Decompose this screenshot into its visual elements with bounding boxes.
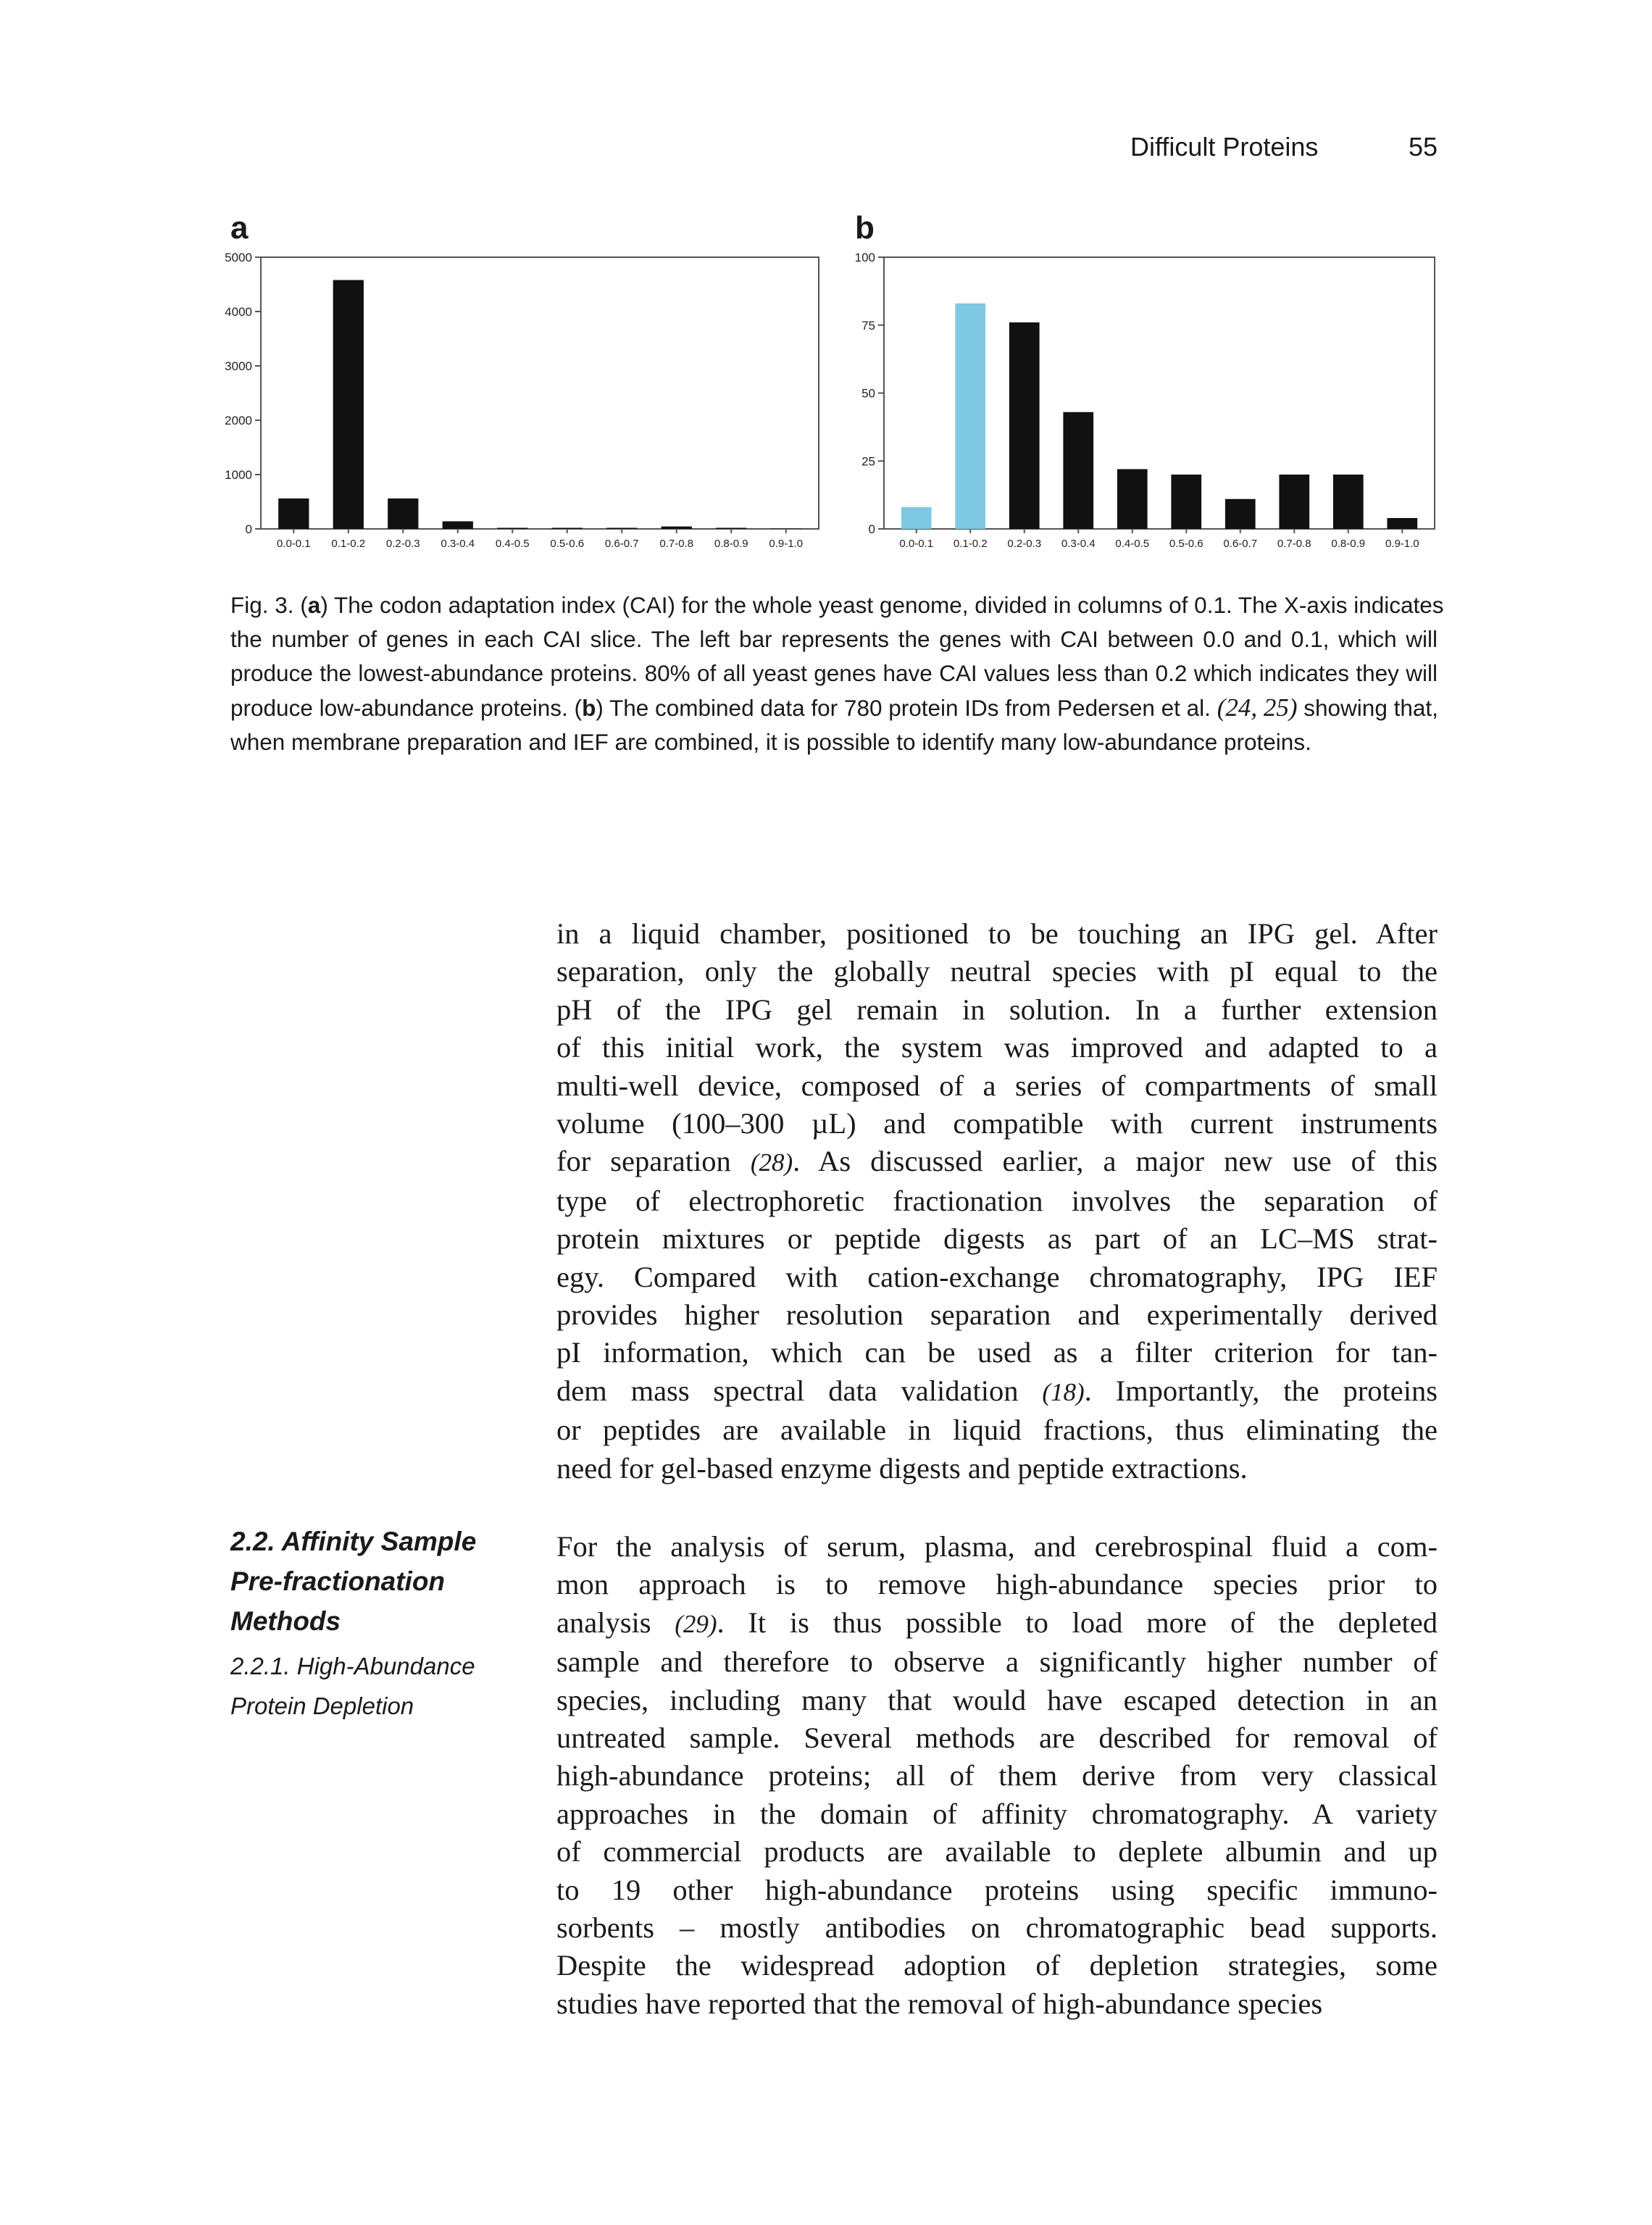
bar	[716, 528, 746, 530]
text-run: approaches in the domain of affinity chromatography. A variety	[556, 1797, 1438, 1830]
text-run: to 19 other high-abundance proteins using specific immuno-	[556, 1873, 1438, 1906]
chart-panel-a	[217, 246, 826, 565]
text-line	[556, 991, 1438, 1029]
y-tick-label: 4000	[225, 305, 252, 319]
citation: (24, 25)	[1217, 693, 1298, 722]
text-run: Despite the widespread adoption of depletion strategies, some	[556, 1949, 1438, 1982]
x-tick-label: 0.7-0.8	[659, 538, 694, 550]
bar	[388, 498, 418, 529]
bar	[1333, 475, 1364, 529]
x-tick-label: 0.2-0.3	[385, 538, 420, 550]
text-run: type of electrophoretic fractionation involves the separation of	[556, 1184, 1438, 1217]
x-tick-label: 0.5-0.6	[1169, 538, 1203, 550]
text-line	[556, 1029, 1438, 1066]
text-run: untreated sample. Several methods are described for removal of	[556, 1721, 1438, 1755]
x-tick-label: 0.3-0.4	[1061, 538, 1096, 550]
text-run: . It is thus possible to load more of the depleted	[717, 1606, 1438, 1639]
body-paragraph-1	[556, 915, 1438, 1487]
caption-line	[230, 656, 1438, 690]
text-run: Fig. 3. (	[230, 592, 308, 618]
x-tick-label: 0.6-0.7	[604, 538, 639, 550]
bar	[497, 528, 527, 530]
bar	[1225, 499, 1256, 529]
text-run: showing that,	[1297, 695, 1438, 721]
y-tick-label: 75	[862, 318, 875, 333]
y-tick-label: 0	[245, 522, 252, 536]
bar	[1117, 469, 1148, 530]
text-line	[556, 1258, 1438, 1296]
text-run: . Importantly, the proteins	[1084, 1374, 1438, 1407]
text-line	[556, 1871, 1438, 1909]
caption-line	[230, 690, 1438, 725]
text-line	[556, 1528, 1438, 1566]
x-tick-label: 0.6-0.7	[1223, 538, 1258, 550]
y-tick-label: 50	[862, 386, 875, 401]
x-tick-label: 0.8-0.9	[1331, 538, 1366, 550]
text-line	[556, 1372, 1438, 1411]
x-tick-label: 0.4-0.5	[1115, 538, 1150, 550]
text-line	[556, 1566, 1438, 1603]
bar	[1279, 475, 1309, 529]
text-run: ) The codon adaptation index (CAI) for the whole yeast genome, divided in columns of 0.1. The X-axis indicates	[320, 592, 1444, 618]
section-heading: 2.2. Affinity Sample Pre-fractionation Methods	[230, 1527, 477, 1636]
text-line	[556, 1220, 1438, 1258]
text-line	[556, 1143, 1438, 1182]
bar	[955, 304, 985, 529]
text-line	[556, 1643, 1438, 1681]
x-tick-label: 0.7-0.8	[1277, 538, 1311, 550]
citation: (18)	[1042, 1377, 1085, 1406]
text-line	[556, 1833, 1438, 1871]
text-run: of commercial products are available to deplete albumin and up	[556, 1835, 1438, 1869]
text-run: sorbents – mostly antibodies on chromatographic bead supports.	[556, 1911, 1438, 1945]
text-run: produce low-abundance proteins. (	[230, 695, 583, 721]
text-run: volume (100–300 µL) and compatible with current instruments	[556, 1107, 1438, 1140]
bar	[1009, 322, 1040, 529]
text-run: of this initial work, the system was improved and adapted to a	[556, 1031, 1438, 1064]
text-run: studies have reported that the removal of high-abundance species	[556, 1987, 1323, 2020]
bar	[552, 528, 583, 530]
y-tick-label: 25	[862, 454, 875, 469]
x-tick-label: 0.9-1.0	[1385, 538, 1419, 550]
text-run: . As discussed earlier, a major new use of this	[793, 1145, 1438, 1178]
y-tick-label: 1000	[225, 468, 252, 482]
x-tick-label: 0.0-0.1	[899, 538, 934, 550]
text-run: pI information, which can be used as a filter criterion for tan-	[556, 1336, 1438, 1369]
bar	[278, 498, 309, 529]
figure-caption	[230, 588, 1444, 759]
x-tick-label: 0.0-0.1	[276, 538, 311, 550]
text-run: separation, only the globally neutral species with pI equal to the	[556, 955, 1438, 988]
text-line	[556, 1067, 1438, 1105]
x-tick-label: 0.4-0.5	[495, 538, 530, 550]
text-run: in a liquid chamber, positioned to be touching an IPG gel. After	[556, 917, 1438, 950]
y-tick-label: 2000	[225, 414, 252, 427]
chart-panel-b	[840, 246, 1442, 565]
text-line	[556, 1105, 1438, 1143]
text-run: pH of the IPG gel remain in solution. In a further extension	[556, 993, 1438, 1026]
caption-line	[230, 622, 1438, 656]
text-line	[556, 1182, 1438, 1220]
text-line	[556, 1604, 1438, 1643]
text-line	[556, 1795, 1438, 1833]
text-line	[556, 1296, 1438, 1334]
text-run: sample and therefore to observe a significantly higher number of	[556, 1645, 1438, 1679]
x-tick-label: 0.5-0.6	[550, 538, 585, 550]
text-run: dem mass spectral data validation	[556, 1374, 1043, 1407]
text-line	[556, 1411, 1438, 1449]
text-run: need for gel-based enzyme digests and peptide extractions.	[556, 1451, 1248, 1485]
x-tick-label: 0.1-0.2	[953, 538, 988, 550]
y-tick-label: 3000	[225, 359, 252, 373]
caption-line	[230, 725, 1438, 759]
text-line	[556, 915, 1438, 953]
panel-b-label: b	[855, 210, 875, 246]
text-run: ) The combined data for 780 protein IDs from Pedersen et al.	[596, 695, 1217, 721]
body-paragraph-2	[556, 1528, 1438, 2023]
x-tick-label: 0.1-0.2	[331, 538, 366, 550]
text-line	[556, 1757, 1438, 1795]
text-run: or peptides are available in liquid fractions, thus eliminating the	[556, 1414, 1438, 1447]
page-number: 55	[1409, 132, 1438, 162]
text-line	[556, 1985, 1438, 2023]
caption-line	[230, 588, 1444, 622]
text-line	[556, 1682, 1438, 1719]
text-line	[556, 1334, 1438, 1372]
y-tick-label: 0	[868, 522, 875, 536]
bar	[1171, 475, 1201, 529]
text-run: provides higher resolution separation and experimentally derived	[556, 1298, 1438, 1332]
running-header-title: Difficult Proteins	[1130, 132, 1319, 162]
text-run: egy. Compared with cation-exchange chromatography, IPG IEF	[556, 1260, 1438, 1293]
text-run: For the analysis of serum, plasma, and cerebrospinal fluid a com-	[556, 1530, 1438, 1563]
text-line	[556, 1947, 1438, 1984]
y-tick-label: 100	[854, 251, 875, 264]
x-tick-label: 0.9-1.0	[769, 538, 804, 550]
y-tick-label: 5000	[225, 251, 252, 264]
citation: (29)	[675, 1609, 717, 1638]
bar	[606, 528, 637, 530]
bar	[333, 280, 364, 530]
text-run: mon approach is to remove high-abundance species prior to	[556, 1568, 1438, 1601]
panel-a-label: a	[230, 210, 249, 246]
text-run: analysis	[556, 1606, 675, 1639]
text-line	[556, 1909, 1438, 1947]
panel-reference: b	[582, 695, 596, 721]
text-run: the number of genes in each CAI slice. The left bar represents the genes with CAI between 0.0 and 0.1, which will	[230, 626, 1438, 652]
text-line	[556, 953, 1438, 990]
text-run: species, including many that would have escaped detection in an	[556, 1683, 1438, 1716]
bar	[1063, 412, 1093, 529]
text-run: produce the lowest-abundance proteins. 80% of all yeast genes have CAI values less than 0.2 which indicates they will	[230, 660, 1438, 686]
text-run: for separation	[556, 1145, 751, 1178]
subsection-heading: 2.2.1. High-Abundance Protein Depletion	[230, 1653, 475, 1719]
text-line	[556, 1719, 1438, 1757]
x-tick-label: 0.8-0.9	[714, 538, 748, 550]
text-line	[556, 1450, 1438, 1487]
bar	[443, 522, 473, 530]
bar	[1387, 518, 1417, 529]
x-tick-label: 0.2-0.3	[1007, 538, 1042, 550]
text-run: protein mixtures or peptide digests as part of an LC–MS strat-	[556, 1222, 1438, 1256]
text-run: multi-well device, composed of a series of compartments of small	[556, 1069, 1438, 1102]
text-run: when membrane preparation and IEF are combined, it is possible to identify many low-abundance proteins.	[230, 729, 1311, 755]
text-run: high-abundance proteins; all of them derive from very classical	[556, 1759, 1438, 1792]
bar	[662, 527, 692, 529]
x-tick-label: 0.3-0.4	[441, 538, 475, 550]
citation: (28)	[750, 1148, 793, 1177]
bar	[901, 507, 932, 529]
panel-reference: a	[307, 592, 321, 618]
